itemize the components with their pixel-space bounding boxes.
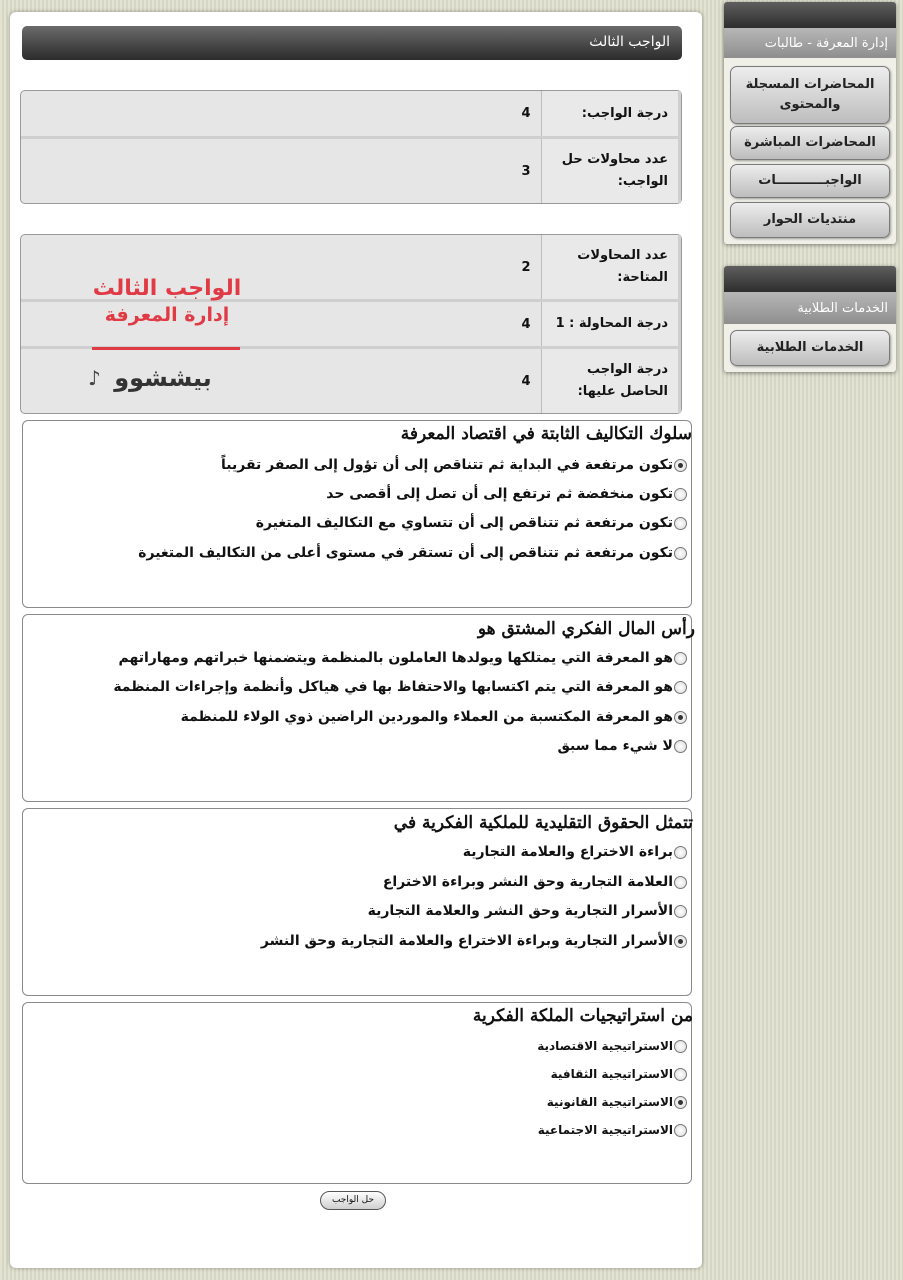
option-text: تكون منخفضة ثم ترتفع إلى أن تصل إلى أقصى حد <box>326 486 673 502</box>
question-title: سلوك التكاليف الثابتة في اقتصاد المعرفة <box>400 424 692 444</box>
answer-option[interactable] <box>547 1095 687 1109</box>
info-value: 3 <box>521 163 531 179</box>
radio-button[interactable] <box>674 1124 687 1137</box>
answer-option[interactable] <box>557 738 687 754</box>
option-text: الاستراتيجية الاجتماعية <box>537 1123 673 1137</box>
watermark-title: الواجب الثالث <box>92 276 242 301</box>
answer-option[interactable] <box>256 515 687 531</box>
assignment-info-table <box>20 90 682 204</box>
radio-button[interactable] <box>674 517 687 530</box>
sidebar-item-assignments[interactable]: الواجبـــــــــــات <box>730 164 890 198</box>
radio-button[interactable] <box>674 846 687 859</box>
question-box <box>22 614 695 802</box>
radio-button[interactable] <box>674 1040 687 1053</box>
question-title: رأس المال الفكري المشتق هو <box>477 619 695 639</box>
option-text: الاستراتيجية القانونية <box>546 1095 673 1109</box>
option-text: الأسرار التجارية وحق النشر والعلامة التجارية <box>367 903 673 919</box>
radio-button[interactable] <box>674 488 687 501</box>
radio-button[interactable] <box>674 876 687 889</box>
radio-button[interactable] <box>674 905 687 918</box>
option-text: الأسرار التجارية وبراءة الاختراع والعلامة التجارية وحق النشر <box>260 933 673 949</box>
answer-option[interactable] <box>551 1067 687 1081</box>
option-text: الاستراتيجية الاقتصادية <box>537 1039 673 1053</box>
answer-option[interactable] <box>113 679 687 695</box>
services-menu-title: الخدمات الطلابية <box>724 292 896 324</box>
question-box <box>22 1002 692 1184</box>
sidebar-item-forums[interactable]: منتديات الحوار <box>730 202 890 238</box>
option-text: الاستراتيجية الثقافية <box>550 1067 673 1081</box>
sidebar-item-student-services[interactable]: الخدمات الطلابية <box>730 330 890 366</box>
option-text: تكون مرتفعة ثم تتناقص إلى أن تستقر في مستوى أعلى من التكاليف المتغيرة <box>138 545 673 561</box>
answer-option[interactable] <box>538 1123 687 1137</box>
menu-header-bar <box>724 2 896 28</box>
question-box <box>22 420 692 608</box>
menu-header-bar <box>724 266 896 292</box>
question-box <box>22 808 692 996</box>
option-text: العلامة التجارية وحق النشر وبراءة الاختراع <box>382 874 673 890</box>
answer-option[interactable] <box>221 457 687 473</box>
info-label: عدد المحاولات المتاحة: <box>541 235 681 299</box>
sidebar-item-recorded-lectures[interactable]: المحاضرات المسجلة والمحتوى <box>730 66 890 124</box>
answer-option[interactable] <box>118 650 687 666</box>
radio-button[interactable] <box>674 935 687 948</box>
option-text: تكون مرتفعة في البداية ثم تتناقص إلى أن تؤول إلى الصفر تقريباً <box>221 457 673 473</box>
radio-button[interactable] <box>674 1068 687 1081</box>
radio-button[interactable] <box>674 681 687 694</box>
info-row-grade <box>21 91 681 136</box>
music-note-icon: ♪ <box>88 366 101 390</box>
answer-option[interactable] <box>537 1039 687 1053</box>
info-label: درجة الواجب: <box>541 91 681 136</box>
info-value: 4 <box>521 373 531 389</box>
answer-option[interactable] <box>138 545 687 561</box>
info-row-attempts <box>21 139 681 203</box>
answer-option[interactable] <box>326 486 687 502</box>
radio-button[interactable] <box>674 547 687 560</box>
question-title: تتمثل الحقوق التقليدية للملكية الفكرية في <box>393 813 693 833</box>
option-text: تكون مرتفعة ثم تتناقص إلى أن تتساوي مع التكاليف المتغيرة <box>255 515 673 531</box>
info-value: 2 <box>521 259 531 275</box>
option-text: هو المعرفة التي يتم اكتسابها والاحتفاظ بها في هياكل وأنظمة وإجراءات المنظمة <box>113 679 673 695</box>
radio-button[interactable] <box>674 711 687 724</box>
answer-option[interactable] <box>383 874 687 890</box>
submit-assignment-button[interactable]: حل الواجب <box>320 1191 386 1210</box>
answer-option[interactable] <box>368 903 687 919</box>
page-title: الواجب الثالث <box>22 26 682 60</box>
watermark-brand: بيششوو <box>114 364 212 392</box>
answer-option[interactable] <box>463 844 687 860</box>
option-text: هو المعرفة التي يمتلكها ويولدها العاملون بالمنظمة ويتضمنها خبراتهم ومهاراتهم <box>118 650 673 666</box>
option-text: براءة الاختراع والعلامة التجارية <box>462 844 673 860</box>
services-menu <box>724 266 896 372</box>
watermark-underline <box>92 347 240 350</box>
watermark-subtitle: إدارة المعرفة <box>104 304 230 326</box>
option-text: لا شيء مما سبق <box>557 738 673 754</box>
radio-button[interactable] <box>674 652 687 665</box>
info-value: 4 <box>521 316 531 332</box>
answer-option[interactable] <box>181 709 687 725</box>
question-title: من استراتيجيات الملكة الفكرية <box>472 1006 693 1026</box>
info-value: 4 <box>521 106 531 121</box>
answer-option[interactable] <box>261 933 687 949</box>
radio-button[interactable] <box>674 740 687 753</box>
course-menu-title: إدارة المعرفة - طالبات <box>724 28 896 58</box>
course-menu <box>724 2 896 244</box>
option-text: هو المعرفة المكتسبة من العملاء والموردين الراضين ذوي الولاء للمنظمة <box>180 709 673 725</box>
info-label: درجة المحاولة : 1 <box>541 302 681 346</box>
radio-button[interactable] <box>674 459 687 472</box>
info-label: عدد محاولات حل الواجب: <box>541 139 681 203</box>
sidebar-item-live-lectures[interactable]: المحاضرات المباشرة <box>730 126 890 160</box>
radio-button[interactable] <box>674 1096 687 1109</box>
info-label: درجة الواجب الحاصل عليها: <box>541 349 681 413</box>
